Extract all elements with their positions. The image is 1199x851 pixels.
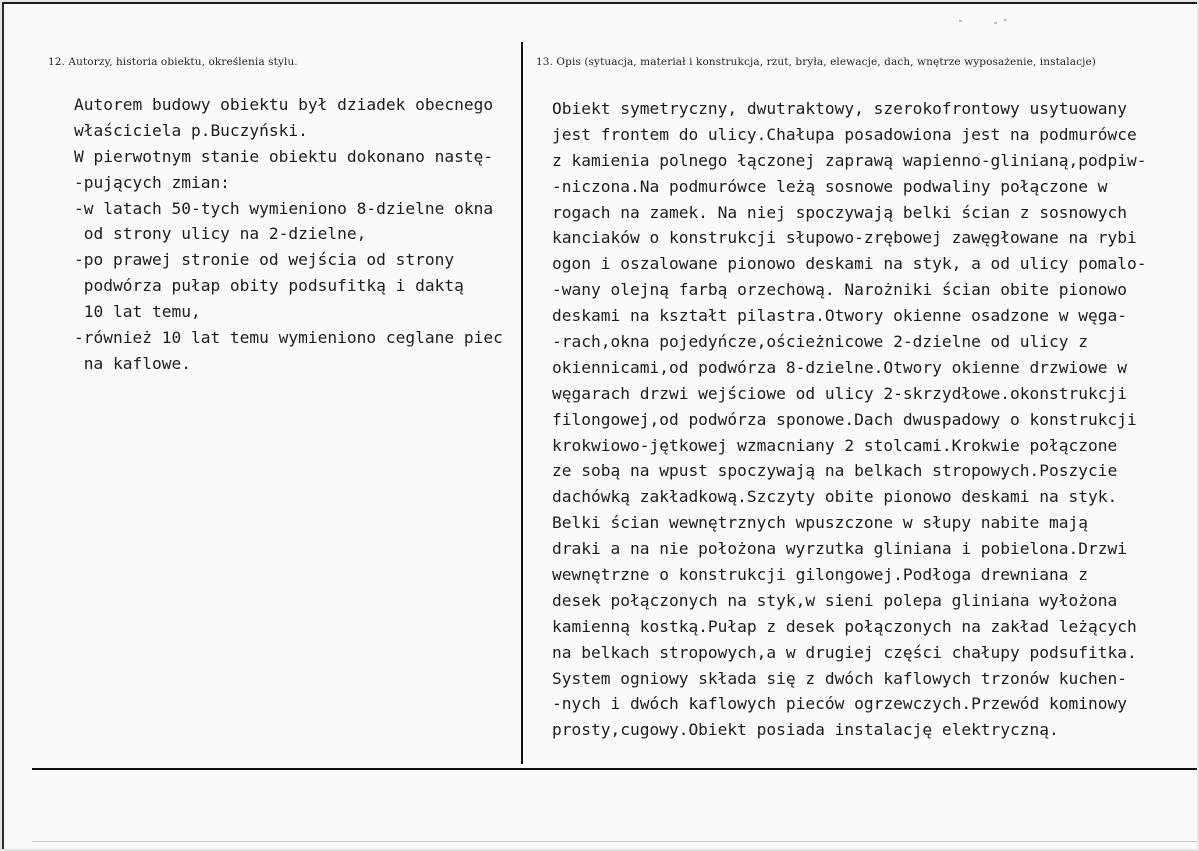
- text-line: na belkach stropowych,a w drugiej części chałupy podsufitka.: [552, 642, 1137, 662]
- text-line: -rach,okna pojedyńcze,ościeżnicowe 2-dzielne od ulicy z: [552, 332, 1089, 352]
- text-line: krokwiowo-jętkowej wzmacniany 2 stolcami.Krokwie połączone: [552, 435, 1118, 455]
- text-line: Obiekt symetryczny, dwutraktowy, szerokofrontowy usytuowany: [552, 99, 1127, 118]
- text-line: Belki ścian wewnętrznych wpuszczone w słupy nabite mają: [552, 513, 1089, 533]
- section-13-heading: 13. Opis (sytuacja, materiał i konstrukcja, rzut, bryła, elewacje, dach, wnętrze wyposażenie, instalacje): [536, 56, 1096, 68]
- text-line: System ogniowy składa się z dwóch kaflowych trzonów kuchen-: [552, 668, 1127, 688]
- text-line: filongowej,od podwórza sponowe.Dach dwuspadowy o konstrukcji: [552, 409, 1137, 429]
- text-line: -pujących zmian:: [74, 172, 230, 192]
- text-line: na kaflowe.: [74, 353, 191, 373]
- text-line: jest frontem do ulicy.Chałupa posadowiona jest na podmurówce: [552, 124, 1137, 144]
- text-line: desek połączonych na styk,w sieni polepa gliniana wyłożona: [552, 590, 1118, 610]
- scan-speck: [959, 20, 962, 22]
- text-line: podwórza pułap obity podsufitką i daktą: [74, 276, 464, 296]
- bottom-rule: [32, 768, 1197, 770]
- text-line: okiennicami,od podwórza 8-dzielne.Otwory okienne drzwiowe w: [552, 357, 1127, 377]
- column-divider: [521, 42, 523, 764]
- text-line: -nych i dwóch kaflowych pieców ogrzewczych.Przewód kominowy: [552, 694, 1127, 714]
- scan-speck: [994, 22, 997, 24]
- text-line: prosty,cugowy.Obiekt posiada instalację elektryczną.: [552, 720, 1059, 740]
- text-line: -po prawej stronie od wejścia od strony: [74, 250, 455, 270]
- faint-rule: [32, 841, 1197, 842]
- section-12-heading: 12. Autorzy, historia obiektu, określenia stylu.: [48, 56, 298, 68]
- text-line: -wany olejną farbą orzechową. Narożniki ścian obite pionowo: [552, 280, 1127, 300]
- text-line: rogach na zamek. Na niej spoczywają belki ścian z sosnowych: [552, 202, 1127, 222]
- text-line: właściciela p.Buczyński.: [74, 120, 308, 140]
- scan-speck: [1004, 19, 1007, 21]
- text-line: -również 10 lat temu wymieniono ceglane piec: [74, 328, 503, 348]
- text-line: -w latach 50-tych wymieniono 8-dzielne okna: [74, 198, 494, 218]
- text-line: z kamienia polnego łączonej zaprawą wapienno-glinianą,podpiw-: [552, 150, 1147, 170]
- section-13-text: [552, 96, 1147, 743]
- text-line: ogon i oszalowane pionowo deskami na styk, a od ulicy pomalo-: [552, 254, 1147, 274]
- text-line: draki a na nie położona wyrzutka gliniana i pobielona.Drzwi: [552, 539, 1127, 559]
- text-line: kanciaków o konstrukcji słupowo-zrębowej zawęgłowane na rybi: [552, 228, 1137, 248]
- text-line: dachówką zakładkową.Szczyty obite pionowo deskami na styk.: [552, 487, 1118, 507]
- text-line: W pierwotnym stanie obiektu dokonano nastę-: [74, 146, 494, 166]
- text-line: deskami na kształt pilastra.Otwory okienne osadzone w węga-: [552, 306, 1127, 326]
- text-line: Autorem budowy obiektu był dziadek obecnego: [74, 95, 494, 114]
- section-12-text: [74, 92, 503, 377]
- text-line: wewnętrzne o konstrukcji gilongowej.Podłoga drewniana z: [552, 565, 1089, 585]
- form-sheet: [2, 2, 1197, 849]
- text-line: kamienną kostką.Pułap z desek połączonych na zakład leżących: [552, 616, 1137, 636]
- text-line: ze sobą na wpust spoczywają na belkach stropowych.Poszycie: [552, 461, 1118, 481]
- text-line: od strony ulicy na 2-dzielne,: [74, 224, 367, 244]
- text-line: -niczona.Na podmurówce leżą sosnowe podwaliny połączone w: [552, 176, 1108, 196]
- text-line: 10 lat temu,: [74, 302, 201, 322]
- text-line: węgarach drzwi wejściowe od ulicy 2-skrzydłowe.okonstrukcji: [552, 383, 1127, 403]
